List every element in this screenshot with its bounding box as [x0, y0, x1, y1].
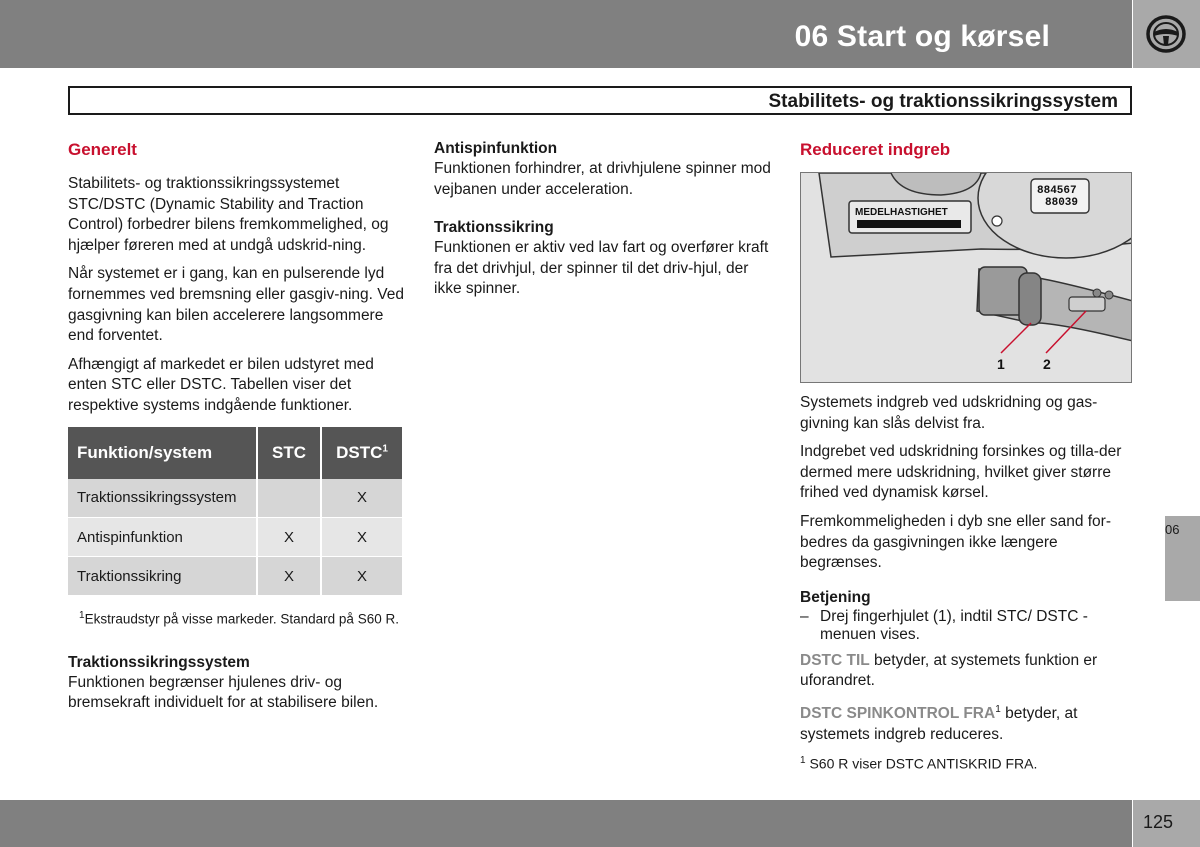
footer-band — [0, 800, 1132, 847]
subheading-traktionssikringssystem: Traktionssikringssystem — [68, 653, 250, 671]
heading-generelt: Generelt — [68, 140, 137, 159]
callout-2: 2 — [1043, 356, 1051, 372]
term-description: betyder, at systemets funktion er uforandret. — [800, 651, 1098, 690]
paragraph — [800, 651, 1132, 692]
paragraph: Fremkommeligheden i dyb sne eller sand for-bedres da gasgivningen ikke længere begrænses. — [800, 512, 1111, 572]
paragraph: Funktionen begrænser hjulenes driv- og bremsekraft individuelt for at stabilisere bilen. — [68, 673, 379, 712]
table-cell — [257, 479, 321, 518]
subheading-antispinfunktion: Antispinfunktion — [434, 140, 558, 157]
table-cell: X — [321, 518, 402, 557]
chapter-side-tab — [1165, 516, 1200, 601]
table-cell: Traktionssikringssystem — [68, 479, 257, 518]
instruction-list — [800, 608, 1132, 645]
footnote-text: S60 R viser DSTC ANTISKRID FRA. — [805, 755, 1038, 772]
column-middle — [434, 136, 774, 308]
dashboard-illustration — [801, 173, 1132, 383]
table-footnote — [68, 608, 404, 627]
steering-wheel-icon — [1145, 14, 1187, 54]
table-header-cell: Funktion/system — [68, 427, 257, 479]
paragraph: Indgrebet ved udskridning forsinkes og tilla-der dermed mere udskridning, hvilket giver større frihed ved dynamisk kørsel. — [800, 443, 1122, 502]
table-header-cell: STC — [257, 427, 321, 479]
table-cell: X — [257, 518, 321, 557]
table-cell: X — [321, 557, 402, 596]
footnote-marker: 1 — [382, 442, 388, 454]
footnote-marker: 1 — [995, 703, 1001, 715]
paragraph: Stabilitets- og traktionssikringssystemet STC/DSTC (Dynamic Stability and Traction Control) forbedrer bilens fremkommelighed, og hjælper føreren med at undgå udskrid-ning. — [68, 175, 389, 254]
paragraph: Systemets indgreb ved udskridning og gas-givning kan slås delvist fra. — [800, 394, 1098, 432]
function-table — [68, 427, 402, 597]
chapter-icon-box — [1133, 0, 1200, 68]
paragraph: Funktionen forhindrer, at drivhjulene spinner mod vejbanen under acceleration. — [434, 160, 771, 198]
odometer-top: 884567 — [1037, 185, 1077, 197]
table-cell: X — [321, 479, 402, 518]
column-left — [68, 136, 404, 722]
table-row — [68, 479, 402, 518]
footnote-marker: 1 — [79, 610, 85, 622]
table-row — [68, 557, 402, 596]
footnote-marker: 1 — [800, 755, 806, 767]
paragraph: Afhængigt af markedet er bilen udstyret med enten STC eller DSTC. Tabellen viser det respektive systems indgående funktioner. — [68, 355, 374, 414]
table-cell: X — [257, 557, 321, 596]
footnote-text: Ekstraudstyr på visse markeder. Standard på S60 R. — [84, 611, 399, 627]
menu-term: DSTC SPINKONTROL FRA — [800, 705, 996, 723]
column-right — [800, 136, 1132, 772]
page-number-box — [1133, 800, 1200, 847]
term-description: betyder, at systemets indgreb reduceres. — [800, 705, 1078, 743]
paragraph: Funktionen er aktiv ved lav fart og overfører kraft fra det drivhjul, der spinner til det driv-hjul, der ikke spinner. — [434, 239, 769, 298]
footnote — [800, 753, 1132, 772]
header-band — [0, 0, 1132, 68]
display-text: MEDELHASTIGHET — [855, 207, 948, 218]
page-number: 125 — [1143, 812, 1174, 832]
side-tab-label: 06 — [1165, 522, 1180, 537]
section-title-box — [68, 86, 1132, 115]
table-row — [68, 518, 402, 557]
instruction-step: – Drej fingerhjulet (1), indtil STC/ DSTC -menuen vises. — [800, 608, 1132, 645]
table-cell: Traktionssikring — [68, 557, 257, 596]
subheading-traktionssikring: Traktionssikring — [434, 219, 554, 237]
table-cell: Antispinfunktion — [68, 518, 257, 557]
odometer-bottom: 88039 — [1045, 197, 1079, 209]
heading-reduceret-indgreb: Reduceret indgreb — [800, 140, 951, 159]
subheading-betjening: Betjening — [800, 588, 871, 606]
dashboard-figure — [800, 172, 1132, 383]
chapter-title: 06 Start og kørsel — [794, 20, 1050, 53]
menu-term: DSTC TIL — [800, 651, 870, 669]
table-header-row — [68, 427, 402, 479]
table-header-cell — [321, 427, 402, 479]
table-header-text: DSTC — [336, 442, 383, 462]
section-title: Stabilitets- og traktionssikringssystem — [768, 91, 1118, 112]
paragraph: Når systemet er i gang, kan en pulserende lyd fornemmes ved bremsning eller gasgiv-ning. Ved gasgivning kan bilen accelerere langsommere end forventet. — [68, 265, 405, 345]
callout-1: 1 — [997, 356, 1005, 372]
paragraph — [800, 700, 1132, 745]
